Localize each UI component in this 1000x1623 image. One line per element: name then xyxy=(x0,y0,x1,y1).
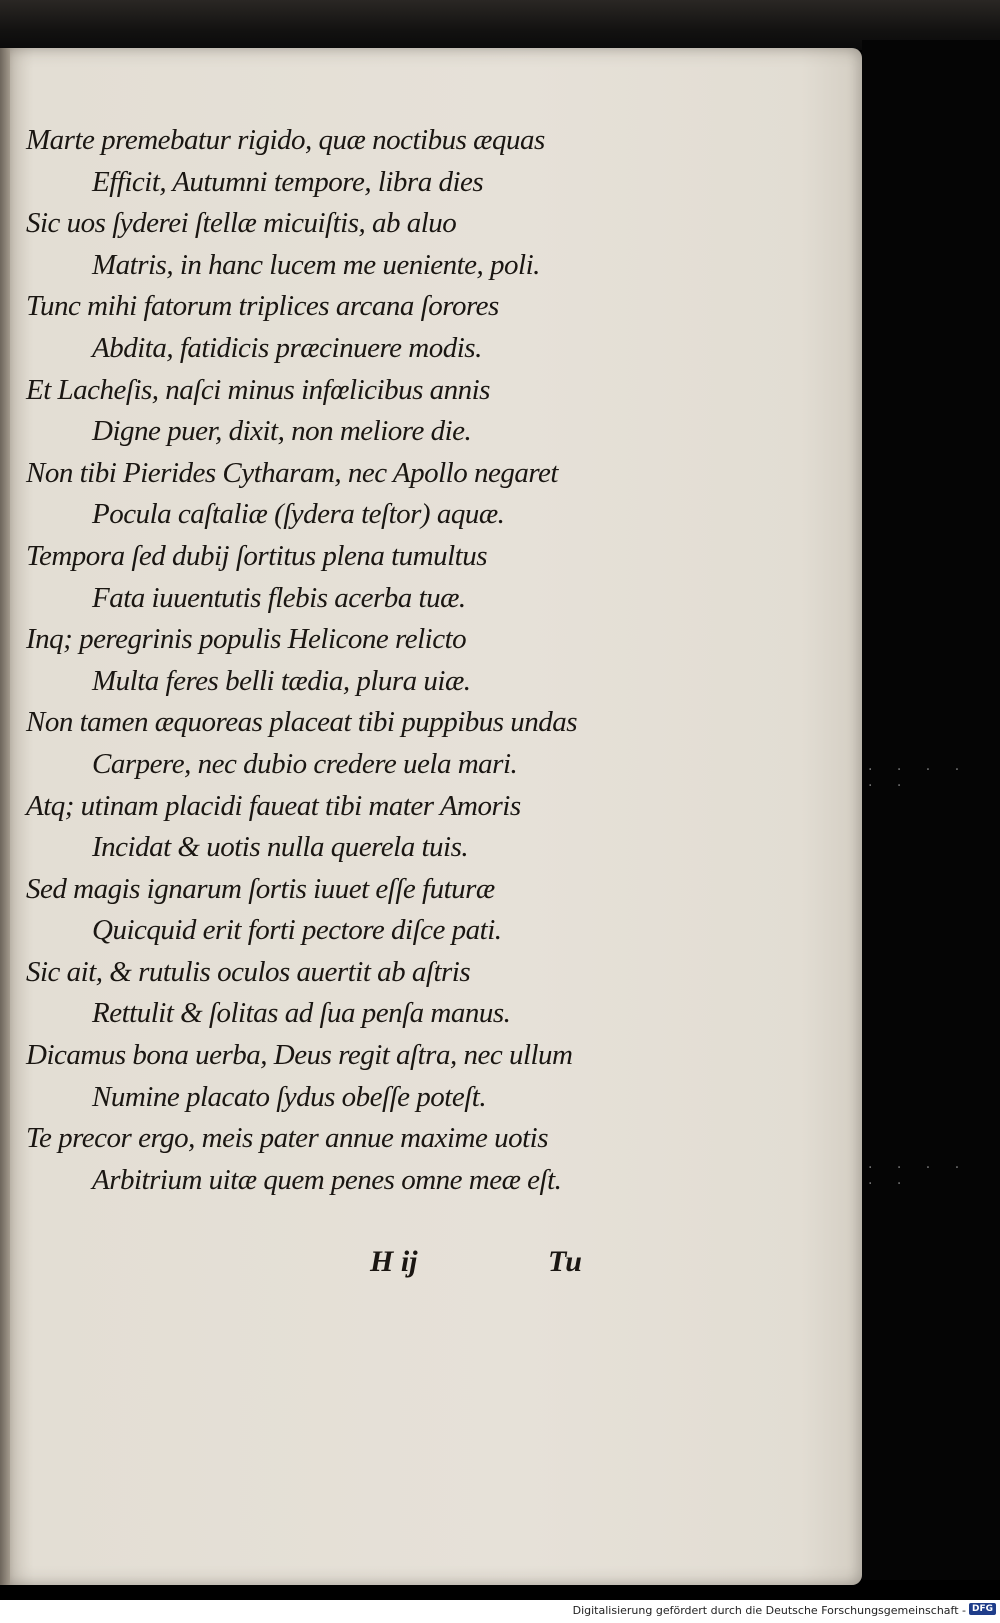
dfg-logo: DFG xyxy=(969,1603,996,1615)
poem-line: Carpere, nec dubio credere uela mari. xyxy=(92,747,518,780)
poem-line: Arbitrium uitæ quem penes omne meæ eſt. xyxy=(92,1163,562,1196)
poem-line: Dicamus bona uerba, Deus regit aſtra, nec ullum xyxy=(26,1039,573,1072)
poem-line: Non tibi Pierides Cytharam, nec Apollo negaret xyxy=(26,456,558,489)
scan-right-margin xyxy=(862,40,1000,1580)
poem-line: Et Lacheſis, naſci minus infœlicibus annis xyxy=(26,373,490,406)
poem-line: Sic uos ſyderei ſtellæ micuiſtis, ab aluo xyxy=(26,207,457,240)
poem-line: Numine placato ſydus obeſſe poteſt. xyxy=(92,1080,487,1113)
signature-mark: H ij xyxy=(370,1245,418,1278)
poem-line: Non tamen æquoreas placeat tibi puppibus undas xyxy=(26,706,578,739)
catchword: Tu xyxy=(548,1245,582,1278)
poem-line: Incidat & uotis nulla querela tuis. xyxy=(92,831,469,864)
poem-line: Marte premebatur rigido, quæ noctibus æquas xyxy=(26,124,545,156)
poem-line: Abdita, fatidicis præcinuere modis. xyxy=(92,331,482,364)
poem-line: Multa feres belli tædia, plura uiæ. xyxy=(92,664,471,697)
poem-line: Quicquid erit forti pectore diſce pati. xyxy=(92,914,502,947)
scan-dots: · · · · · · xyxy=(868,762,970,794)
poem-line: Atq; utinam placidi faueat tibi mater Amoris xyxy=(26,789,521,822)
poem-line: Efficit, Autumni tempore, libra dies xyxy=(92,165,484,198)
scan-dots: · · · · · · xyxy=(868,1160,970,1192)
poem-line: Tunc mihi fatorum triplices arcana ſorores xyxy=(26,290,499,323)
poem-text xyxy=(0,120,860,1201)
funding-credit: Digitalisierung gefördert durch die Deutsche Forschungsgemeinschaft - xyxy=(572,1604,966,1617)
poem-line: Digne puer, dixit, non meliore die. xyxy=(92,415,472,448)
poem-line: Inq; peregrinis populis Helicone relicto xyxy=(26,623,467,656)
scan-top-background xyxy=(0,0,1000,50)
poem-line: Sed magis ignarum ſortis iuuet eſſe futuræ xyxy=(26,872,495,905)
poem-line: Tempora ſed dubij ſortitus plena tumultus xyxy=(26,539,487,572)
poem-line: Rettulit & ſolitas ad ſua penſa manus. xyxy=(92,997,511,1030)
poem-line: Sic ait, & rutulis oculos auertit ab aſtris xyxy=(26,955,471,988)
poem-line: Te precor ergo, meis pater annue maxime uotis xyxy=(26,1122,548,1155)
poem-line: Matris, in hanc lucem me ueniente, poli. xyxy=(92,248,540,281)
poem-line: Fata iuuentutis flebis acerba tuæ. xyxy=(92,581,466,614)
poem-line: Pocula caſtaliæ (ſydera teſtor) aquæ. xyxy=(92,498,505,531)
